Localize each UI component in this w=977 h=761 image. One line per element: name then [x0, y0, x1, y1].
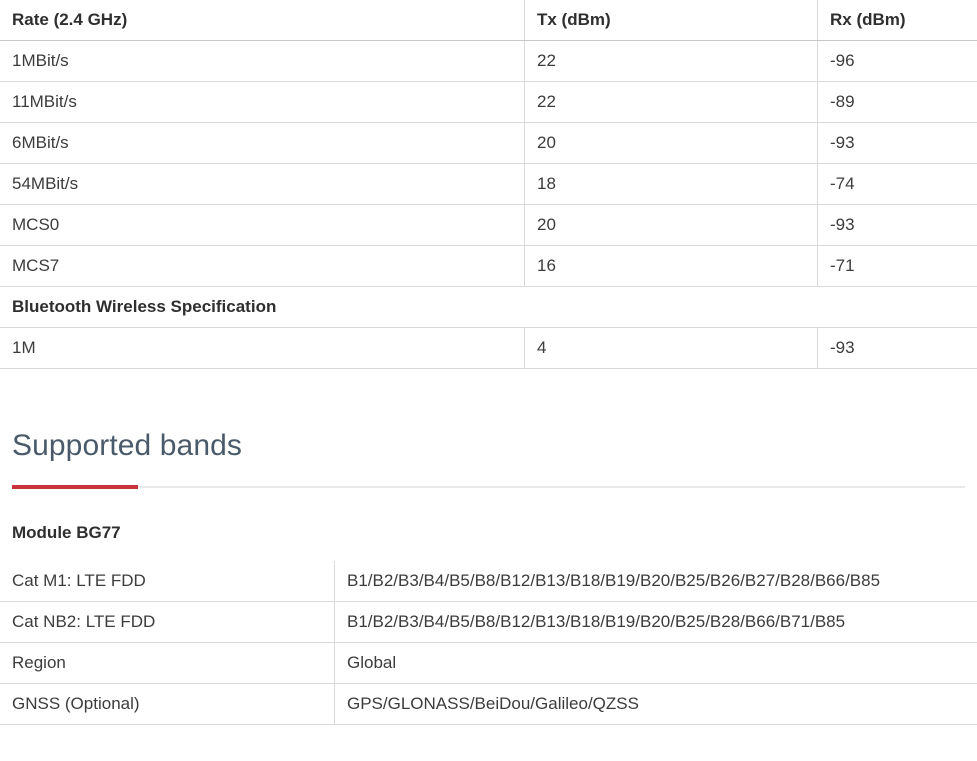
- cell-tx: 22: [525, 41, 818, 82]
- cell-rate: MCS7: [0, 246, 525, 287]
- table-row: [0, 684, 977, 725]
- section-label-bluetooth: Bluetooth Wireless Specification: [0, 287, 977, 328]
- column-header-tx: Tx (dBm): [525, 0, 818, 41]
- divider-track: [12, 486, 965, 488]
- cell-rx: -74: [818, 164, 977, 205]
- cell-rate: 1MBit/s: [0, 41, 525, 82]
- supported-bands-table: [0, 561, 977, 725]
- cell-rate: 1M: [0, 328, 525, 369]
- table-row: [0, 328, 977, 369]
- column-header-rate: Rate (2.4 GHz): [0, 0, 525, 41]
- cell-band-label: Cat M1: LTE FDD: [0, 561, 335, 602]
- cell-tx: 18: [525, 164, 818, 205]
- cell-band-value: B1/B2/B3/B4/B5/B8/B12/B13/B18/B19/B20/B25/B26/B27/B28/B66/B85: [335, 561, 977, 602]
- module-title: Module BG77: [12, 523, 121, 542]
- cell-rate: 11MBit/s: [0, 82, 525, 123]
- rate-table-body: [0, 41, 977, 369]
- table-row: [0, 246, 977, 287]
- table-row: [0, 164, 977, 205]
- cell-rx: -96: [818, 41, 977, 82]
- cell-band-value: Global: [335, 643, 977, 684]
- cell-tx: 20: [525, 205, 818, 246]
- cell-rx: -93: [818, 123, 977, 164]
- cell-tx: 4: [525, 328, 818, 369]
- section-divider: [12, 485, 965, 489]
- cell-band-label: GNSS (Optional): [0, 684, 335, 725]
- wireless-rate-table: [0, 0, 977, 369]
- cell-rate: MCS0: [0, 205, 525, 246]
- page-title: Supported bands: [12, 429, 243, 462]
- table-row: [0, 643, 977, 684]
- cell-rx: -93: [818, 205, 977, 246]
- bands-table-body: [0, 561, 977, 725]
- cell-rx: -71: [818, 246, 977, 287]
- table-row: [0, 123, 977, 164]
- cell-band-value: B1/B2/B3/B4/B5/B8/B12/B13/B18/B19/B20/B25/B28/B66/B71/B85: [335, 602, 977, 643]
- cell-band-label: Region: [0, 643, 335, 684]
- cell-tx: 16: [525, 246, 818, 287]
- cell-band-value: GPS/GLONASS/BeiDou/Galileo/QZSS: [335, 684, 977, 725]
- cell-tx: 22: [525, 82, 818, 123]
- table-row: [0, 82, 977, 123]
- cell-tx: 20: [525, 123, 818, 164]
- table-row: [0, 205, 977, 246]
- table-row: [0, 561, 977, 602]
- cell-rx: -93: [818, 328, 977, 369]
- table-row: [0, 602, 977, 643]
- cell-band-label: Cat NB2: LTE FDD: [0, 602, 335, 643]
- rate-table-head: [0, 0, 977, 41]
- table-row: [0, 41, 977, 82]
- table-header-row: [0, 0, 977, 41]
- column-header-rx: Rx (dBm): [818, 0, 977, 41]
- cell-rate: 54MBit/s: [0, 164, 525, 205]
- table-section-row: [0, 287, 977, 328]
- divider-accent: [12, 485, 138, 489]
- cell-rx: -89: [818, 82, 977, 123]
- cell-rate: 6MBit/s: [0, 123, 525, 164]
